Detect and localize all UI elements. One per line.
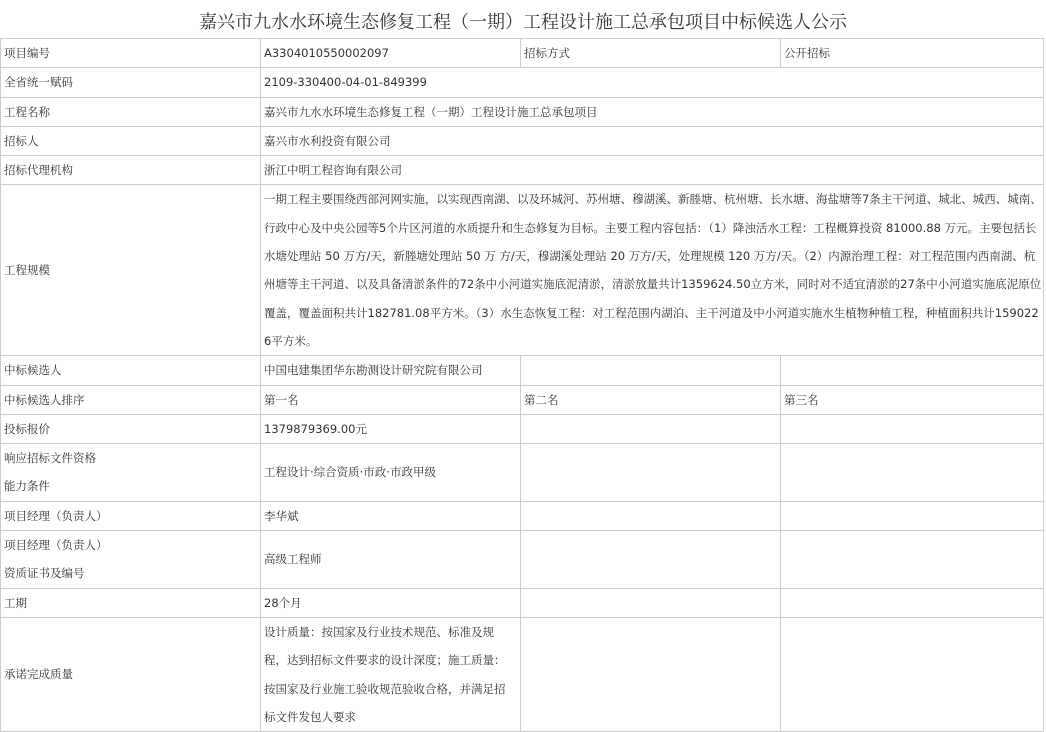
rank-first: 第一名 (261, 385, 521, 414)
project-name-label: 工程名称 (1, 97, 261, 126)
rank-label: 中标候选人排序 (1, 385, 261, 414)
row-project-name (1, 97, 1044, 126)
duration-value: 28个月 (261, 588, 521, 617)
quality-line-4: 标文件发包人要求 (264, 709, 356, 724)
price-empty-2 (521, 414, 781, 443)
row-project-no (1, 39, 1044, 68)
manager-cert-empty-3 (781, 531, 1044, 589)
manager-cert-label-line2: 资质证书及编号 (4, 566, 85, 581)
qualification-label-line1: 响应招标文件资格 (4, 451, 96, 466)
manager-empty-3 (781, 501, 1044, 530)
quality-line-2: 程，达到招标文件要求的设计深度；施工质量： (264, 653, 506, 668)
qualification-value: 工程设计·综合资质·市政·市政甲级 (261, 444, 521, 502)
row-rank (1, 385, 1044, 414)
quality-label: 承诺完成质量 (1, 617, 261, 731)
manager-cert-label-line1: 项目经理（负责人） (4, 538, 108, 553)
row-duration (1, 588, 1044, 617)
quality-line-3: 按国家及行业施工验收规范验收合格，并满足招 (264, 681, 506, 696)
qualification-empty-2 (521, 444, 781, 502)
agency-label: 招标代理机构 (1, 156, 261, 185)
scale-value: 一期工程主要围绕西部河网实施，以实现西南湖、以及环城河、苏州塘、穆湖溪、新塍塘、杭州塘、长水塘、海盐塘等7条主干河道、城北、城西、城南、行政中心及中央公园等5个片区河道的水质提升和生态修复为目标。主要工程内容包括：（1）降浊活水工程：工程概算投资 81000.88 万元。主要包括长水塘处理站 50 万方/天，新塍塘处理站 50 万 方/天，穆湖溪处理站 20 万方/天，处理规模 120 万方/天。（2）内源治理工程：对工程范围内西南湖、杭州塘等主干河道、以及具备清淤条件的72条中小河道实施底泥清淤，清淤放量共计1359624.50立方米，同时对不适宜清淤的27条中小河道实施底泥原位覆盖，覆盖面积共计182781.08平方米。（3）水生态恢复工程：对工程范围内湖泊、主干河道及中小河道实施水生植物种植工程，种植面积共计1590226平方米。 (261, 185, 1044, 356)
project-name-value: 嘉兴市九水水环境生态修复工程（一期）工程设计施工总承包项目 (261, 97, 1044, 126)
tenderer-label: 招标人 (1, 126, 261, 155)
scale-label: 工程规模 (1, 185, 261, 356)
duration-empty-3 (781, 588, 1044, 617)
project-no-value: A3304010550002097 (261, 39, 521, 68)
tender-method-label: 招标方式 (521, 39, 781, 68)
row-candidate (1, 356, 1044, 385)
qualification-label (1, 444, 261, 502)
qualification-empty-3 (781, 444, 1044, 502)
candidate-value: 中国电建集团华东勘测设计研究院有限公司 (261, 356, 521, 385)
price-value: 1379879369.00元 (261, 414, 521, 443)
quality-value (261, 617, 521, 731)
manager-empty-2 (521, 501, 781, 530)
rank-third: 第三名 (781, 385, 1044, 414)
row-code (1, 68, 1044, 97)
manager-cert-label (1, 531, 261, 589)
qualification-label-line2: 能力条件 (4, 479, 50, 494)
manager-value: 李华斌 (261, 501, 521, 530)
candidate-empty-2 (521, 356, 781, 385)
manager-label: 项目经理（负责人） (1, 501, 261, 530)
price-label: 投标报价 (1, 414, 261, 443)
row-manager (1, 501, 1044, 530)
row-agency (1, 156, 1044, 185)
tender-method-value: 公开招标 (781, 39, 1044, 68)
bid-info-table (0, 38, 1044, 732)
manager-cert-empty-2 (521, 531, 781, 589)
row-qualification (1, 444, 1044, 502)
code-label: 全省统一赋码 (1, 68, 261, 97)
row-quality (1, 617, 1044, 731)
tenderer-value: 嘉兴市水利投资有限公司 (261, 126, 1044, 155)
quality-empty-2 (521, 617, 781, 731)
agency-value: 浙江中明工程咨询有限公司 (261, 156, 1044, 185)
page-title: 嘉兴市九水水环境生态修复工程（一期）工程设计施工总承包项目中标候选人公示 (199, 12, 847, 33)
price-empty-3 (781, 414, 1044, 443)
candidate-empty-3 (781, 356, 1044, 385)
code-value: 2109-330400-04-01-849399 (261, 68, 1044, 97)
manager-cert-value: 高级工程师 (261, 531, 521, 589)
quality-empty-3 (781, 617, 1044, 731)
project-no-label: 项目编号 (1, 39, 261, 68)
candidate-label: 中标候选人 (1, 356, 261, 385)
row-tenderer (1, 126, 1044, 155)
quality-line-1: 设计质量：按国家及行业技术规范、标准及规 (264, 624, 494, 639)
row-price (1, 414, 1044, 443)
duration-empty-2 (521, 588, 781, 617)
row-scale (1, 185, 1044, 356)
rank-second: 第二名 (521, 385, 781, 414)
duration-label: 工期 (1, 588, 261, 617)
row-manager-cert (1, 531, 1044, 589)
